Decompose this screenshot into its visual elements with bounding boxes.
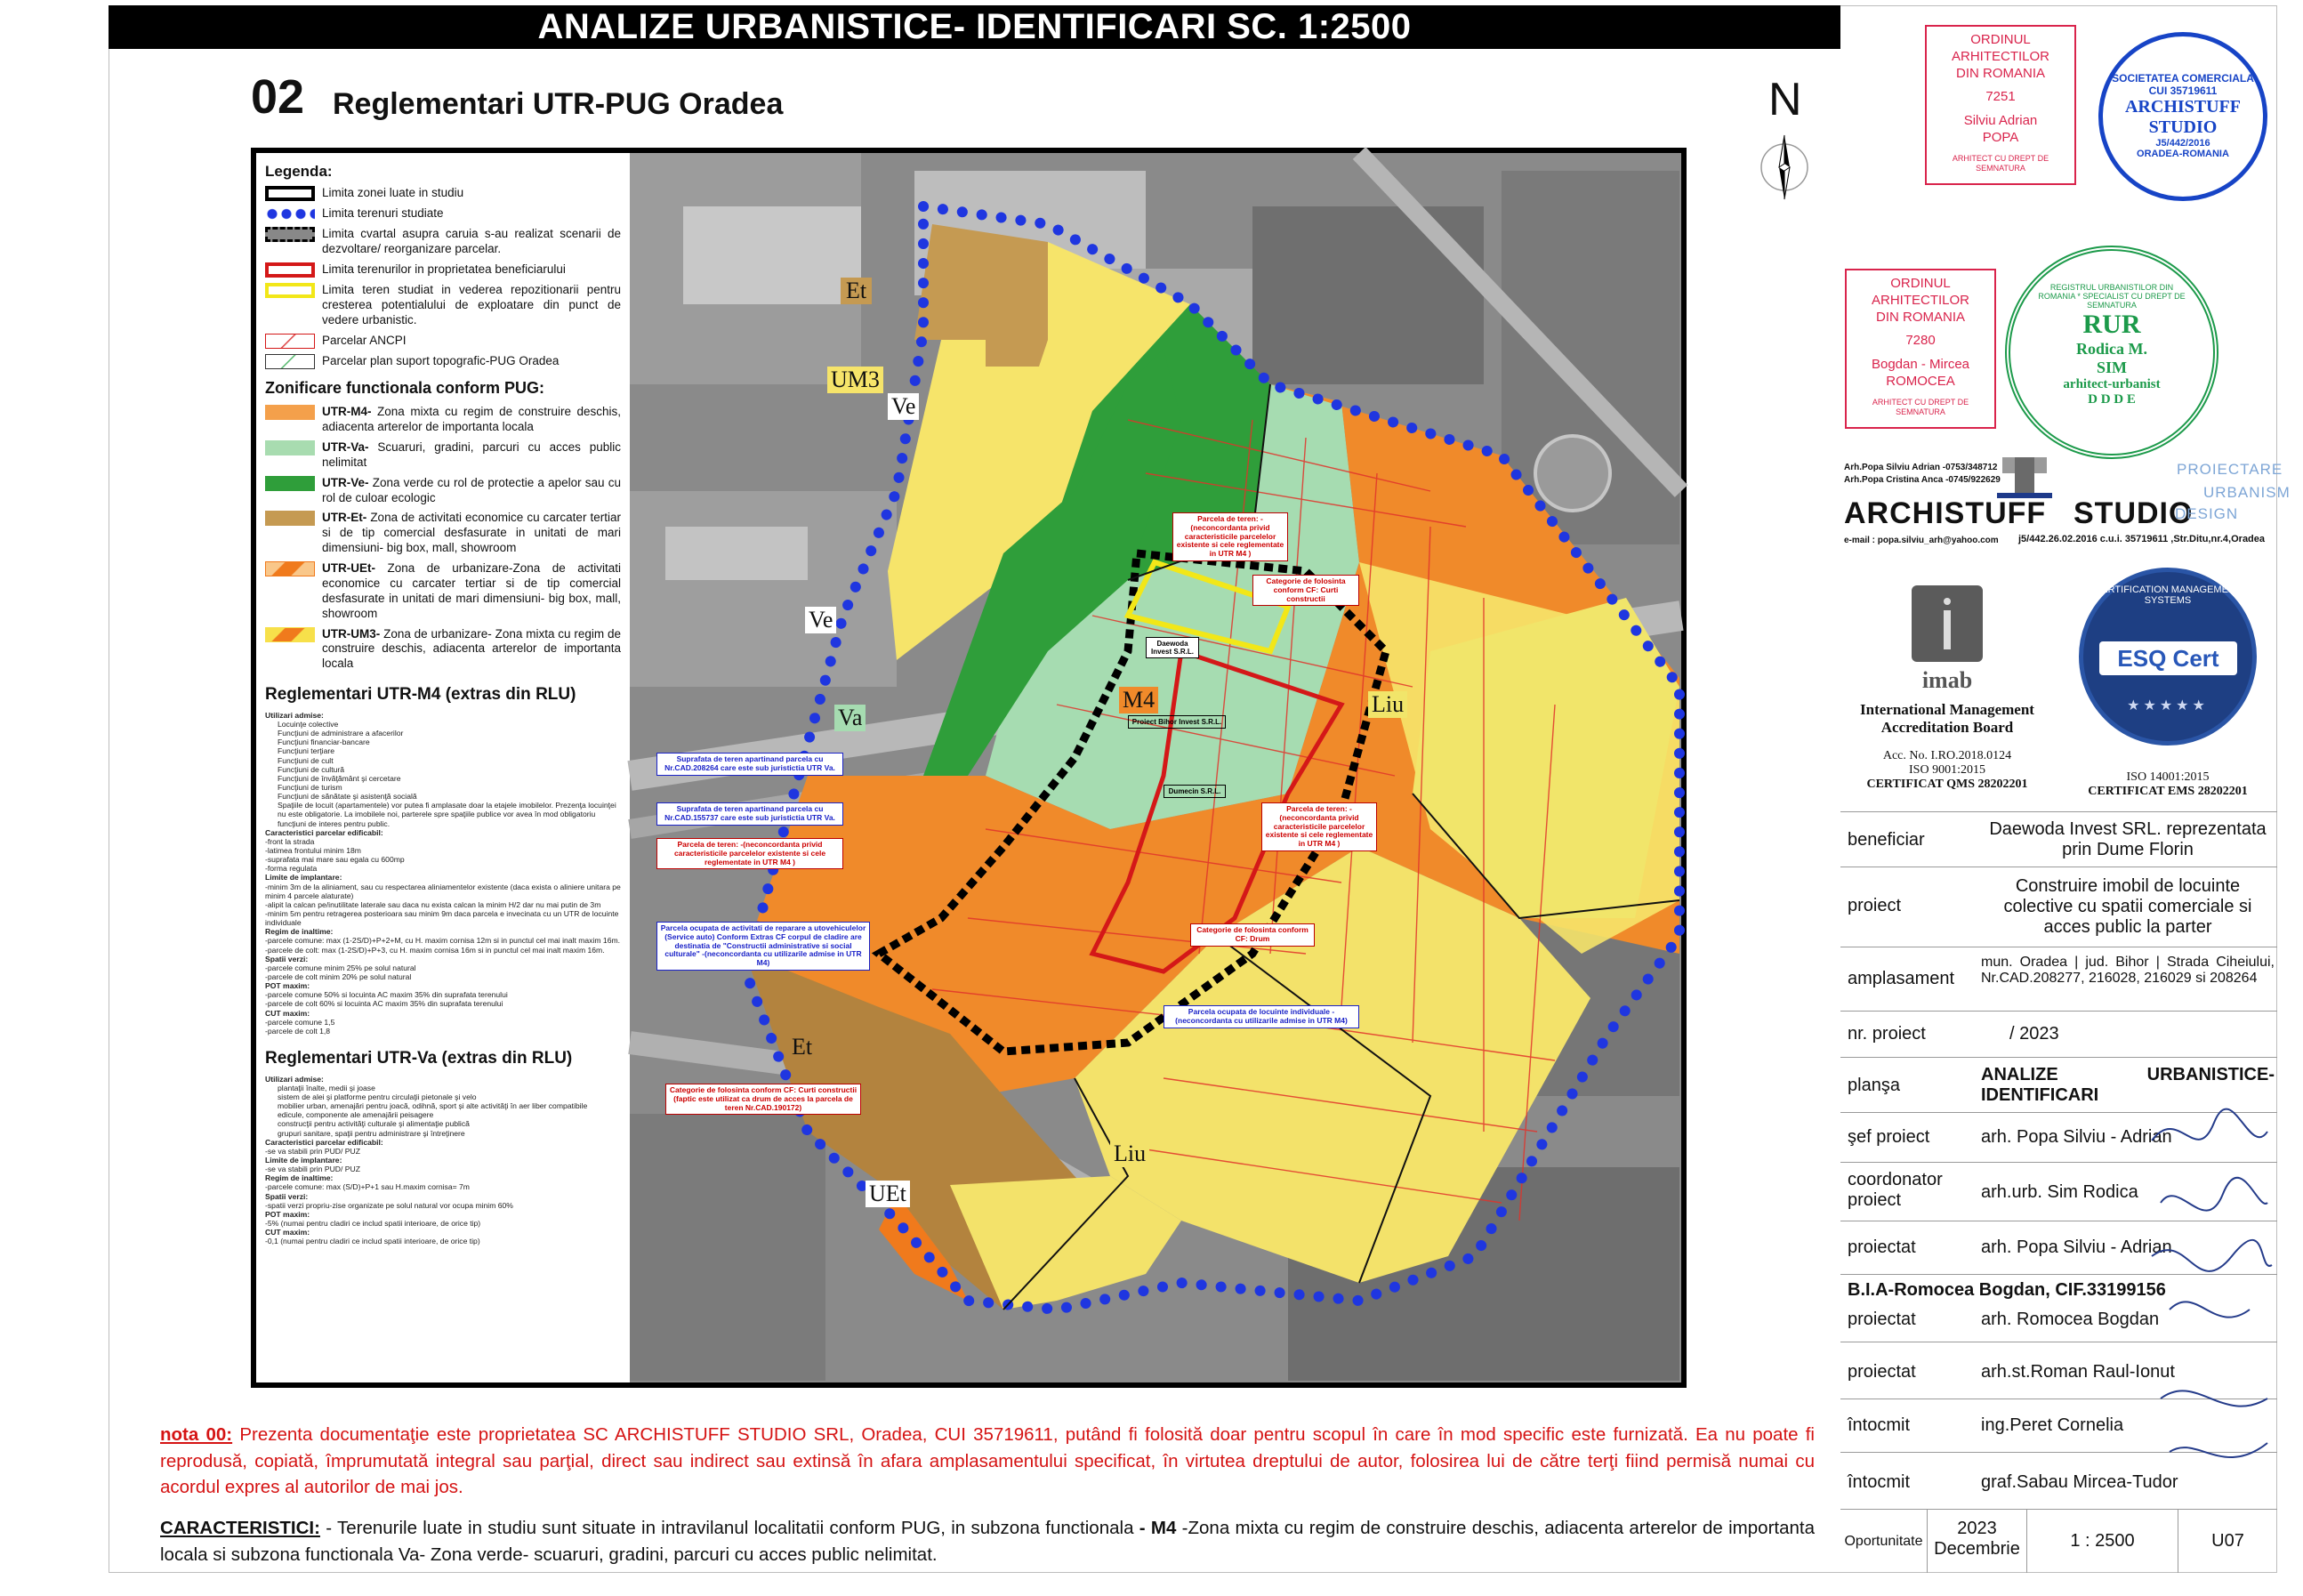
rlu-line: Regim de inaltime: <box>265 1173 334 1183</box>
nota-label: nota 00: <box>160 1424 233 1445</box>
legend-panel <box>256 153 630 1382</box>
zone-label-uet: UEt <box>866 1181 910 1207</box>
sheet-header-title: ANALIZE URBANISTICE- IDENTIFICARI SC. 1:2500 <box>109 5 1840 49</box>
cert-text: ISO 14001:2015 <box>2126 770 2210 784</box>
tb-value: arh. Popa Silviu - Adrian <box>1981 1237 2172 1257</box>
map-note: Suprafata de teren apartinand parcela cu Nr.CAD.208264 care este sub juristictia UTR Va. <box>656 753 843 776</box>
rlu-line: CUT maxim: <box>265 1008 310 1018</box>
tb-label: planşa <box>1848 1076 1900 1095</box>
tb-row-beneficiar <box>1840 811 2277 867</box>
tb-label: amplasament <box>1848 969 1955 988</box>
stamp-text: ARHITECT CU DREPT DE SEMNATURA <box>1872 397 1969 416</box>
tb-value: arh. Popa Silviu - Adrian <box>1981 1127 2172 1147</box>
rlu-line: Locuinţe colective <box>278 720 339 729</box>
legend-swatch <box>265 354 315 369</box>
rlu-line: -minim 3m de la aliniament, sau cu respectarea aliniamentelor existente (daca exista o aliniere unitara pe minim 4 parcele alaturate) <box>265 882 621 900</box>
seal-text: REGISTRUL URBANISTILOR DIN ROMANIA * SPECIALIST CU DREPT DE SEMNATURA <box>2038 283 2186 310</box>
nota-text: Prezenta documentaţie este proprietatea SC ARCHISTUFF STUDIO SRL, Oradea, CUI 35719611, putând fi folosită doar pentru scopul în care în mod specific este furnizată. Ea nu poate fi reprodusă, copiată, împrumutată integral sau parţial, direct sau indirect sau extinsă în afara amplasamentului specificat, în virtutea dreptului de autor, folosirea lui de către terţi fiind permisă numai cu acordul expres al autorilor de mai jos. <box>160 1424 1815 1498</box>
zone-text: UTR-UM3- Zona de urbanizare- Zona mixta cu regim de construire deschis, adiacenta arterelor de importanta locala <box>322 626 621 671</box>
caract-text: -Zona mixta cu regim de construire deschis, adiacenta arterelor de importanta locala si subzona functionala <box>160 1518 1815 1565</box>
company-seal <box>2098 32 2267 201</box>
tb-label: şef proiect <box>1848 1127 1930 1147</box>
imab-logo-text: imab <box>1921 667 1973 693</box>
cert-text: CERTIFICATION MANAGEMENT SYSTEMS <box>2094 584 2242 606</box>
zone-text: UTR-M4- Zona mixta cu regim de construire deschis, adiacenta arterelor de importanta locala <box>322 405 621 433</box>
seal-text: D D D E <box>2088 392 2136 407</box>
cert-text: Accreditation Board <box>1880 719 2014 736</box>
rlu-line: -parcele de colt 60% si locuinta AC maxim 35% din suprafata terenului <box>265 999 503 1009</box>
zone-legend-item <box>265 561 621 622</box>
caracteristici-paragraph <box>160 1515 1815 1568</box>
tb-value: mun. Oradea | jud. Bihor | Strada Ciheiului, Nr.CAD.208277, 216028, 216029 si 208264 <box>1981 955 2275 986</box>
imab-cert <box>1840 566 2054 811</box>
seal-text: SIM <box>2096 359 2127 376</box>
caract-text: - M4 <box>1139 1518 1177 1539</box>
rlu-line: -parcele de colt: max (1-2S/D)+P+3, cu H. maxim cornisa 16m si in punctul cel mai inalt maxim 16m. <box>265 945 605 955</box>
legend-item <box>265 283 621 328</box>
tb-value: / 2023 <box>2009 1024 2059 1044</box>
tb-row-nr-proiect <box>1840 1011 2277 1057</box>
rlu-line: POT maxim: <box>265 981 310 991</box>
tb-label: beneficiar <box>1848 830 1925 850</box>
north-label: N <box>1768 74 1802 125</box>
tb-value: arh. Romocea Bogdan <box>1981 1310 2160 1329</box>
legend-swatch <box>265 262 315 278</box>
legend-item <box>265 262 621 278</box>
stamp-text: DIN ROMANIA <box>1875 309 1965 325</box>
tb-scale: 1 : 2500 <box>2027 1510 2178 1573</box>
rlu-line: Funcţiuni terţiare <box>278 746 335 756</box>
zone-legend-item <box>265 405 621 435</box>
contact-line: Arh.Popa Silviu Adrian -0753/348712 <box>1844 463 1998 472</box>
oar-stamp-romocea <box>1845 269 1996 429</box>
tb-row-plansa <box>1840 1057 2277 1112</box>
certifications <box>1840 566 2277 811</box>
tb-value: graf.Sabau Mircea-Tudor <box>1981 1472 2178 1492</box>
tb-label: întocmit <box>1848 1472 1911 1492</box>
map-note: Parcela ocupata de locuinte individuale -(neconcordanta cu utilizarile admise in UTR M4) <box>1164 1005 1359 1028</box>
tb-value: Construire imobil de locuinte colective cu spatii comerciale si acces public la parter <box>2003 876 2252 937</box>
rlu-line: Funcţiuni de administrare a afacerilor <box>278 729 404 738</box>
rlu-line: -se va stabili prin PUD/ PUZ <box>265 1146 360 1156</box>
rlu-line: -spatii verzi propriu-zise organizate pe solul natural vor ocupa minim 60% <box>265 1200 513 1210</box>
legend-swatch <box>265 186 315 201</box>
zone-swatch <box>265 561 315 576</box>
tb-value: ing.Peret Cornelia <box>1981 1415 2124 1435</box>
rlu-line: Spatii verzi: <box>265 1191 309 1201</box>
tb-value: B.I.A-Romocea Bogdan, CIF.33199156 <box>1848 1280 2166 1300</box>
tb-date <box>1928 1510 2027 1573</box>
rlu-line: Caracteristici parcelar edificabil: <box>265 1137 383 1147</box>
rlu-line: Limite de implantare: <box>265 873 342 883</box>
seal-text: arhitect-urbanist <box>2063 377 2161 391</box>
company-registry: j5/442.26.02.2016 c.u.i. 35719611 ,Str.Ditu,nr.4,Oradea <box>2018 534 2266 544</box>
owner-label: Proiect Bihor Invest S.R.L. <box>1128 715 1226 729</box>
cert-text: CERTIFICAT EMS 28202201 <box>2088 785 2248 798</box>
rlu-line: -5% (numai pentru cladiri ce includ spatii interioare, de orice tip) <box>265 1218 481 1228</box>
stamp-text: Bogdan - Mircea <box>1871 357 1970 372</box>
rlu-line: -parcele comune: max (S/D)+P+1 sau H.maxim cornisa= 7m <box>265 1182 470 1192</box>
tagline: DESIGN <box>2175 505 2239 522</box>
cert-text: International Management <box>1860 701 2034 718</box>
rlu-m4-heading: Reglementari UTR-M4 (extras din RLU) <box>265 685 576 705</box>
nota-paragraph <box>160 1422 1815 1501</box>
caract-text: - Zona verde- scuaruri, gradini, parcuri cu acces public nelimitat. <box>419 1544 938 1565</box>
company-name-right: STUDIO <box>2074 496 2194 530</box>
legend-heading: Legenda: <box>265 163 333 180</box>
company-email: e-mail : popa.silviu_arh@yahoo.com <box>1844 536 1999 545</box>
zone-label-um3: UM3 <box>827 367 883 393</box>
stamp-text: ORDINUL ARHITECTILOR <box>1871 276 1969 308</box>
rlu-line: POT maxim: <box>265 1209 310 1219</box>
stamp-text: Silviu Adrian <box>1963 113 2038 128</box>
tb-label: proiectat <box>1848 1237 1916 1257</box>
zone-legend-item <box>265 476 621 506</box>
rlu-va-list <box>265 1075 621 1246</box>
archistuff-logo-icon <box>1993 454 2056 500</box>
title-block <box>1840 811 2277 1573</box>
rlu-line: -minim 5m pentru retragerea posterioara sau minim 9m daca parcela e invecinata cu un UTR de locuinte individuale <box>265 908 619 928</box>
legend-item <box>265 206 621 222</box>
cert-text: ESQ Cert <box>2099 641 2237 675</box>
map-note: Suprafata de teren apartinand parcela cu Nr.CAD.155737 care este sub juristictia UTR Va. <box>656 802 843 826</box>
tb-year: 2023 <box>1957 1519 1997 1538</box>
zone-label-ve: Ve <box>805 607 836 633</box>
legend-label: Limita cvartal asupra caruia s-au realizat scenarii de dezvoltare/ reorganizare parcelar. <box>322 227 621 256</box>
rlu-line: Caracteristici parcelar edificabil: <box>265 827 383 837</box>
zone-text: UTR-Et- Zona de activitati economice cu carcater tertiar si de tip comercial desfasurate in unitati de mari dimensiuni- big box, mall, showroom <box>322 511 621 555</box>
sheet-number: 02 <box>251 70 305 124</box>
notes-block <box>160 1422 1815 1568</box>
seal-text: RUR <box>2082 310 2141 339</box>
contact-line: Arh.Popa Cristina Anca -0745/922629 <box>1844 475 2001 485</box>
zone-legend-item <box>265 440 621 471</box>
legend-swatch <box>265 227 315 242</box>
stamp-text: DIN ROMANIA <box>1955 65 2045 81</box>
zone-swatch <box>265 440 315 455</box>
tb-month: Decembrie <box>1934 1539 2020 1559</box>
zone-label-liu: Liu <box>1368 691 1407 718</box>
seal-text: SOCIETATEA COMERCIALA <box>2112 72 2254 85</box>
map-note: Categorie de folosinta conform CF: Curti constructii (faptic este utilizat ca drum de acces la parcela de teren Nr.CAD.190172) <box>665 1084 861 1115</box>
seal-text: J5/442/2016 <box>2155 138 2210 149</box>
zone-legend-item <box>265 511 621 556</box>
zone-label-m4: M4 <box>1119 687 1158 713</box>
rlu-line: -alipit la calcan pe/inutilitate laterale sau daca nu exista calcan la minim H/2 dar nu mai putin de 3m <box>265 899 601 909</box>
zone-text: UTR-UEt- Zona de urbanizare-Zona de activitati economice cu carcater tertiar si de tip comercial desfasurate in unitati de mari dimensiuni- big box, mall, showroom <box>322 561 621 620</box>
rlu-line: -parcele comune: max (1-2S/D)+P+2+M, cu H. maxim cornisa 12m si in punctul cel mai inalt maxim 16m. <box>265 936 621 946</box>
map-note: Categorie de folosinta conform CF: Curti constructii <box>1252 575 1359 606</box>
legend-label: Limita zonei luate in studiu <box>322 186 464 200</box>
rlu-line: -parcele de colt 1,8 <box>265 1026 331 1036</box>
map-frame <box>251 148 1687 1388</box>
zone-swatch <box>265 476 315 491</box>
zoning-heading: Zonificare functionala conform PUG: <box>265 378 545 397</box>
legend-label: Parcelar plan suport topografic-PUG Oradea <box>322 353 560 367</box>
legend-swatch <box>265 334 315 349</box>
tb-code: U07 <box>2211 1531 2244 1551</box>
legend-swatch <box>265 206 315 222</box>
stamp-text: ARHITECT CU DREPT DE SEMNATURA <box>1952 153 2049 173</box>
stamp-text: POPA <box>1982 129 2019 145</box>
zone-text: UTR-Va- Scuaruri, gradini, parcuri cu acces public nelimitat <box>322 439 621 469</box>
rur-seal <box>2005 246 2218 459</box>
rlu-line: Funcţiuni de învăţământ şi cercetare <box>278 773 401 783</box>
legend-label: Limita terenurilor in proprietatea beneficiarului <box>322 262 566 276</box>
map-note: Parcela ocupata de activitati de reparare a utovehiculelor (Service auto) Conform Extras CF corpul de cladire are destinatia de "Constructii administrative si social culturale" -(neconcordanta cu utilizarile admise in UTR M4) <box>656 922 870 971</box>
rlu-line: Limite de implantare: <box>265 1155 342 1165</box>
rlu-line: mobilier urban, amenajări pentru joacă, odihnă, sport și alte activităţi în aer liber compatibile <box>278 1101 588 1111</box>
rlu-line: grupuri sanitare, spaţii pentru administrare şi întreţinere <box>278 1128 465 1138</box>
rlu-line: Funcţiuni de cultură <box>278 764 344 774</box>
rlu-line: Funcţiuni financiar-bancare <box>278 738 370 747</box>
company-name-left: ARCHISTUFF <box>1844 496 2047 530</box>
legend-label: Parcelar ANCPI <box>322 333 407 347</box>
stamp-text: 7251 <box>1985 89 2016 105</box>
rlu-line: -parcele comune 50% si locuinta AC maxim 35% din suprafata terenului <box>265 990 508 1000</box>
cert-text: Acc. No. I.RO.2018.0124 <box>1882 749 2012 762</box>
tagline: PROIECTARE <box>2177 461 2283 478</box>
tb-row-amplasament <box>1840 947 2277 1011</box>
zone-swatch <box>265 405 315 420</box>
tagline: URBANISM <box>2203 484 2291 501</box>
rlu-line: -forma regulata <box>265 864 318 874</box>
sheet-title: Reglementari UTR-PUG Oradea <box>333 87 784 121</box>
caract-text: Va <box>398 1544 420 1565</box>
esq-cert <box>2058 566 2277 811</box>
zone-swatch <box>265 511 315 526</box>
rlu-line: Spaţiile de locuit (apartamentele) vor putea fi amplasate doar la etajele imobilelor. Prezenţa locuinţei nu este obligatorie. La imobilele noi, parterele spre spaţiile publice vor avea în mod obligatoriu funcţiuni de interes pentru public. <box>278 801 616 828</box>
legend-label: Limita terenuri studiate <box>322 206 444 221</box>
tb-value: Daewoda Invest SRL. reprezentata prin Dume Florin <box>1989 819 2267 859</box>
stamp-text: ROMOCEA <box>1886 373 1955 389</box>
rlu-line: -se va stabili prin PUD/ PUZ <box>265 1165 360 1174</box>
tb-value: ANALIZE URBANISTICE-IDENTIFICARI <box>1981 1065 2275 1105</box>
seal-text: Rodica M. <box>2076 340 2147 358</box>
zone-swatch <box>265 627 315 642</box>
north-arrow-icon <box>1758 132 1811 203</box>
legend-label: Limita teren studiat in vederea repozitionarii pentru cresterea potentialului de exploatare din punct de vedere urbanistic. <box>322 283 621 326</box>
owner-label: Daewoda Invest S.R.L. <box>1146 637 1199 658</box>
rlu-line: plantaţii înalte, medii şi joase <box>278 1083 375 1092</box>
signatures-icon <box>2143 1105 2276 1479</box>
rlu-line: Funcţiuni de turism <box>278 783 342 792</box>
stamp-text: 7280 <box>1905 333 1936 349</box>
seal-text: ARCHISTUFF <box>2124 97 2241 117</box>
tb-faza: Oportunitate <box>1840 1510 1928 1573</box>
zone-label-ve: Ve <box>888 393 919 420</box>
caract-label: CARACTERISTICI: <box>160 1518 320 1539</box>
oar-stamp-popa <box>1925 25 2076 185</box>
seal-text: ORADEA-ROMANIA <box>2137 149 2229 159</box>
rlu-line: CUT maxim: <box>265 1228 310 1237</box>
rlu-line: sistem de alei şi platforme pentru circulaţii pietonale şi velo <box>278 1092 477 1101</box>
rlu-line: -0,1 (numai pentru cladiri ce includ spatii interioare, de orice tip) <box>265 1237 480 1246</box>
stamp-text: ORDINUL ARHITECTILOR <box>1951 32 2049 64</box>
imab-logo-icon <box>1912 585 1983 662</box>
tb-row-proiect <box>1840 867 2277 947</box>
tb-row-footer <box>1840 1509 2277 1573</box>
map-note: Categorie de folosinta conform CF: Drum <box>1190 923 1315 947</box>
map-note: Parcela de teren: -(neconcordanta privid caracteristicile parcelelor existente si cele reglementate in UTR M4 ) <box>656 838 843 869</box>
seal-text: STUDIO <box>2148 117 2218 137</box>
zone-label-liu: Liu <box>1110 1141 1149 1167</box>
caract-text: - Terenurile luate in studiu sunt situate in intravilanul localitatii conform PUG, in subzona functionala <box>319 1518 1139 1539</box>
tb-label: nr. proiect <box>1848 1024 1926 1044</box>
zone-label-et: Et <box>841 278 872 304</box>
seal-text: CUI 35719611 <box>2148 85 2218 97</box>
tb-label: proiectat <box>1848 1362 1916 1382</box>
esq-logo-icon: CERTIFICATION MANAGEMENT SYSTEMS ESQ Cert ★★★★★ <box>2079 568 2257 746</box>
rlu-line: -parcele comune minim 25% pe solul natural <box>265 963 416 972</box>
rlu-line: -latimea frontului minim 18m <box>265 845 361 855</box>
rlu-line: -front la strada <box>265 836 315 846</box>
zone-legend-item <box>265 627 621 673</box>
rlu-line: -parcele de colt minim 20% pe solul natural <box>265 971 412 981</box>
rlu-line: edicule, componente ale amenajării peisagere <box>278 1110 434 1120</box>
tb-value: arh.urb. Sim Rodica <box>1981 1182 2138 1202</box>
owner-label: Dumecin S.R.L. <box>1164 785 1226 798</box>
tb-value: arh.st.Roman Raul-Ionut <box>1981 1362 2175 1382</box>
rlu-line: Utilizari admise: <box>265 710 324 720</box>
legend-item <box>265 354 621 369</box>
rlu-line: construcţii pentru activităţi culturale şi alimentaţie publică <box>278 1119 470 1129</box>
tb-label: proiectat <box>1848 1310 1916 1329</box>
rlu-line: Regim de inaltime: <box>265 927 334 937</box>
cert-text: ISO 9001:2015 <box>1909 763 1985 777</box>
rlu-line: Funcţiuni de cult <box>278 755 334 765</box>
tb-label: coordonator proiect <box>1848 1170 1943 1210</box>
legend-item <box>265 186 621 201</box>
rlu-line: -parcele comune 1,5 <box>265 1017 335 1027</box>
map-note: Parcela de teren: -(neconcordanta privid caracteristicile parcelelor existente si cele reglementate in UTR M4 ) <box>1261 802 1377 851</box>
rlu-line: Funcţiuni de sănătate şi asistenţă socială <box>278 792 417 802</box>
legend-swatch <box>265 283 315 298</box>
company-block <box>1840 450 2291 566</box>
rlu-line: -suprafata mai mare sau egala cu 600mp <box>265 855 405 865</box>
rlu-line: Utilizari admise: <box>265 1074 324 1084</box>
cert-text: CERTIFICAT QMS 28202201 <box>1866 778 2028 791</box>
zone-text: UTR-Ve- Zona verde cu rol de protectie a apelor sau cu rol de culoar ecologic <box>322 475 621 504</box>
rlu-m4-list <box>265 711 621 1036</box>
tb-label: proiect <box>1848 896 1902 915</box>
tb-label: întocmit <box>1848 1415 1911 1435</box>
zone-label-va: Va <box>834 705 866 731</box>
zone-label-et: Et <box>788 1034 816 1060</box>
rlu-line: Spatii verzi: <box>265 954 309 963</box>
map-note: Parcela de teren: -(neconcordanta privid caracteristicile parcelelor existente si cele reglementate in UTR M4 ) <box>1172 512 1288 561</box>
legend-item <box>265 227 621 257</box>
rlu-va-heading: Reglementari UTR-Va (extras din RLU) <box>265 1048 573 1068</box>
map-area <box>630 153 1681 1382</box>
legend-item <box>265 334 621 349</box>
